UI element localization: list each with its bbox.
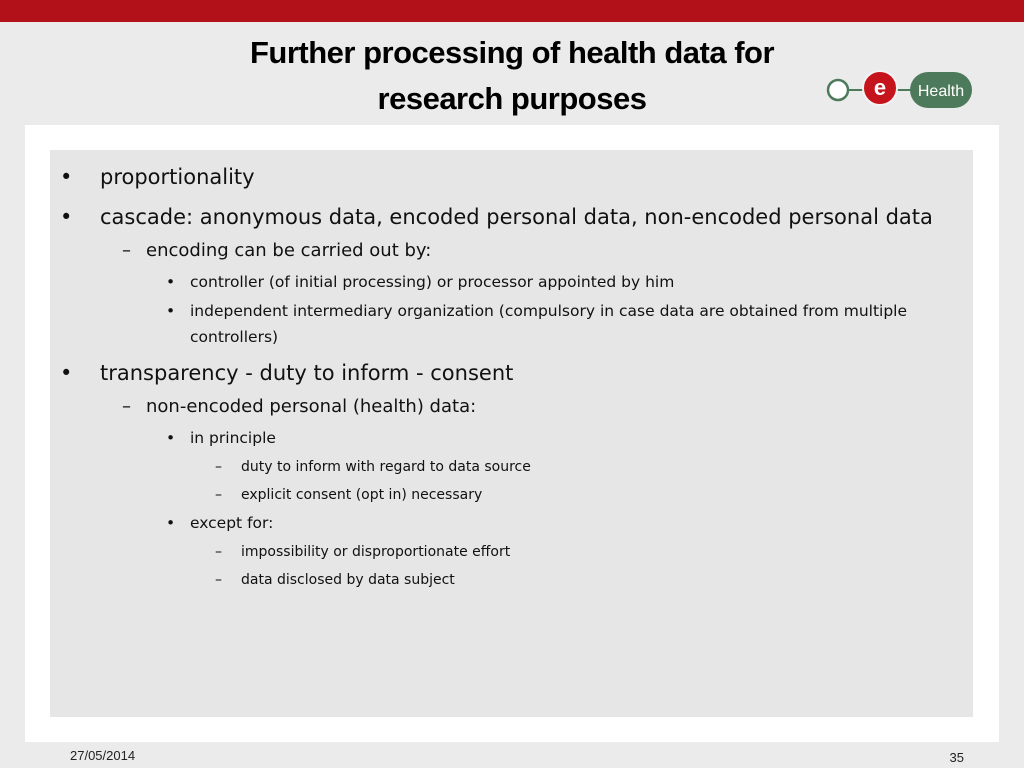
- dash-marker-icon: –: [122, 396, 131, 417]
- bullet-text: independent intermediary organization (compulsory in case data are obtained from multiple controllers): [190, 302, 908, 346]
- bullet-item-level-4: [50, 568, 960, 592]
- bullet-item-level-4: [50, 540, 960, 564]
- bullet-item-level-3: [50, 510, 960, 536]
- ehealth-logo: [824, 68, 974, 112]
- bullet-item-level-3: [50, 298, 960, 350]
- bullet-text: in principle: [190, 429, 276, 447]
- bullet-item-level-1: [50, 201, 960, 234]
- bullet-text: controller (of initial processing) or processor appointed by him: [190, 273, 675, 291]
- logo-health-label: Health: [917, 83, 965, 100]
- logo-ring-icon: [828, 80, 848, 100]
- bullet-text: impossibility or disproportionate effort: [241, 544, 511, 560]
- logo-e-letter: e: [873, 75, 887, 100]
- bullet-item-level-2: [50, 392, 960, 422]
- dash-marker-icon: –: [122, 240, 131, 261]
- footer-date: 27/05/2014: [70, 748, 136, 763]
- bullet-list: [50, 161, 960, 592]
- page-number: 35: [949, 750, 964, 765]
- bullet-marker-icon: •: [166, 514, 176, 532]
- dash-marker-icon: –: [215, 544, 222, 560]
- dash-marker-icon: –: [215, 487, 222, 503]
- bullet-text: encoding can be carried out by:: [146, 240, 432, 261]
- bullet-marker-icon: •: [166, 302, 176, 320]
- bullet-text: transparency - duty to inform - consent: [100, 361, 514, 385]
- bullet-marker-icon: •: [166, 429, 176, 447]
- bullet-text: data disclosed by data subject: [241, 572, 455, 588]
- bullet-marker-icon: •: [60, 361, 73, 385]
- bullet-item-level-4: [50, 455, 960, 479]
- bullet-text: non-encoded personal (health) data:: [146, 396, 477, 417]
- slide-title-line-2: research purposes: [377, 81, 647, 116]
- bullet-text: proportionality: [100, 165, 255, 189]
- bullet-item-level-2: [50, 236, 960, 266]
- slide-title: [150, 30, 874, 122]
- bullet-text: duty to inform with regard to data source: [241, 459, 531, 475]
- top-accent-bar: [0, 0, 1024, 22]
- bullet-marker-icon: •: [166, 273, 176, 291]
- bullet-item-level-1: [50, 161, 960, 194]
- bullet-text: except for:: [190, 514, 274, 532]
- bullet-item-level-3: [50, 425, 960, 451]
- dash-marker-icon: –: [215, 459, 222, 475]
- bullet-text: cascade: anonymous data, encoded personal data, non-encoded personal data: [100, 205, 933, 229]
- bullet-marker-icon: •: [60, 165, 73, 189]
- bullet-item-level-4: [50, 483, 960, 507]
- bullet-item-level-3: [50, 269, 960, 295]
- bullet-item-level-1: [50, 357, 960, 390]
- dash-marker-icon: –: [215, 572, 222, 588]
- bullet-text: explicit consent (opt in) necessary: [241, 487, 483, 503]
- content-box: [50, 150, 973, 717]
- bullet-marker-icon: •: [60, 205, 73, 229]
- slide-title-line-1: Further processing of health data for: [249, 35, 775, 70]
